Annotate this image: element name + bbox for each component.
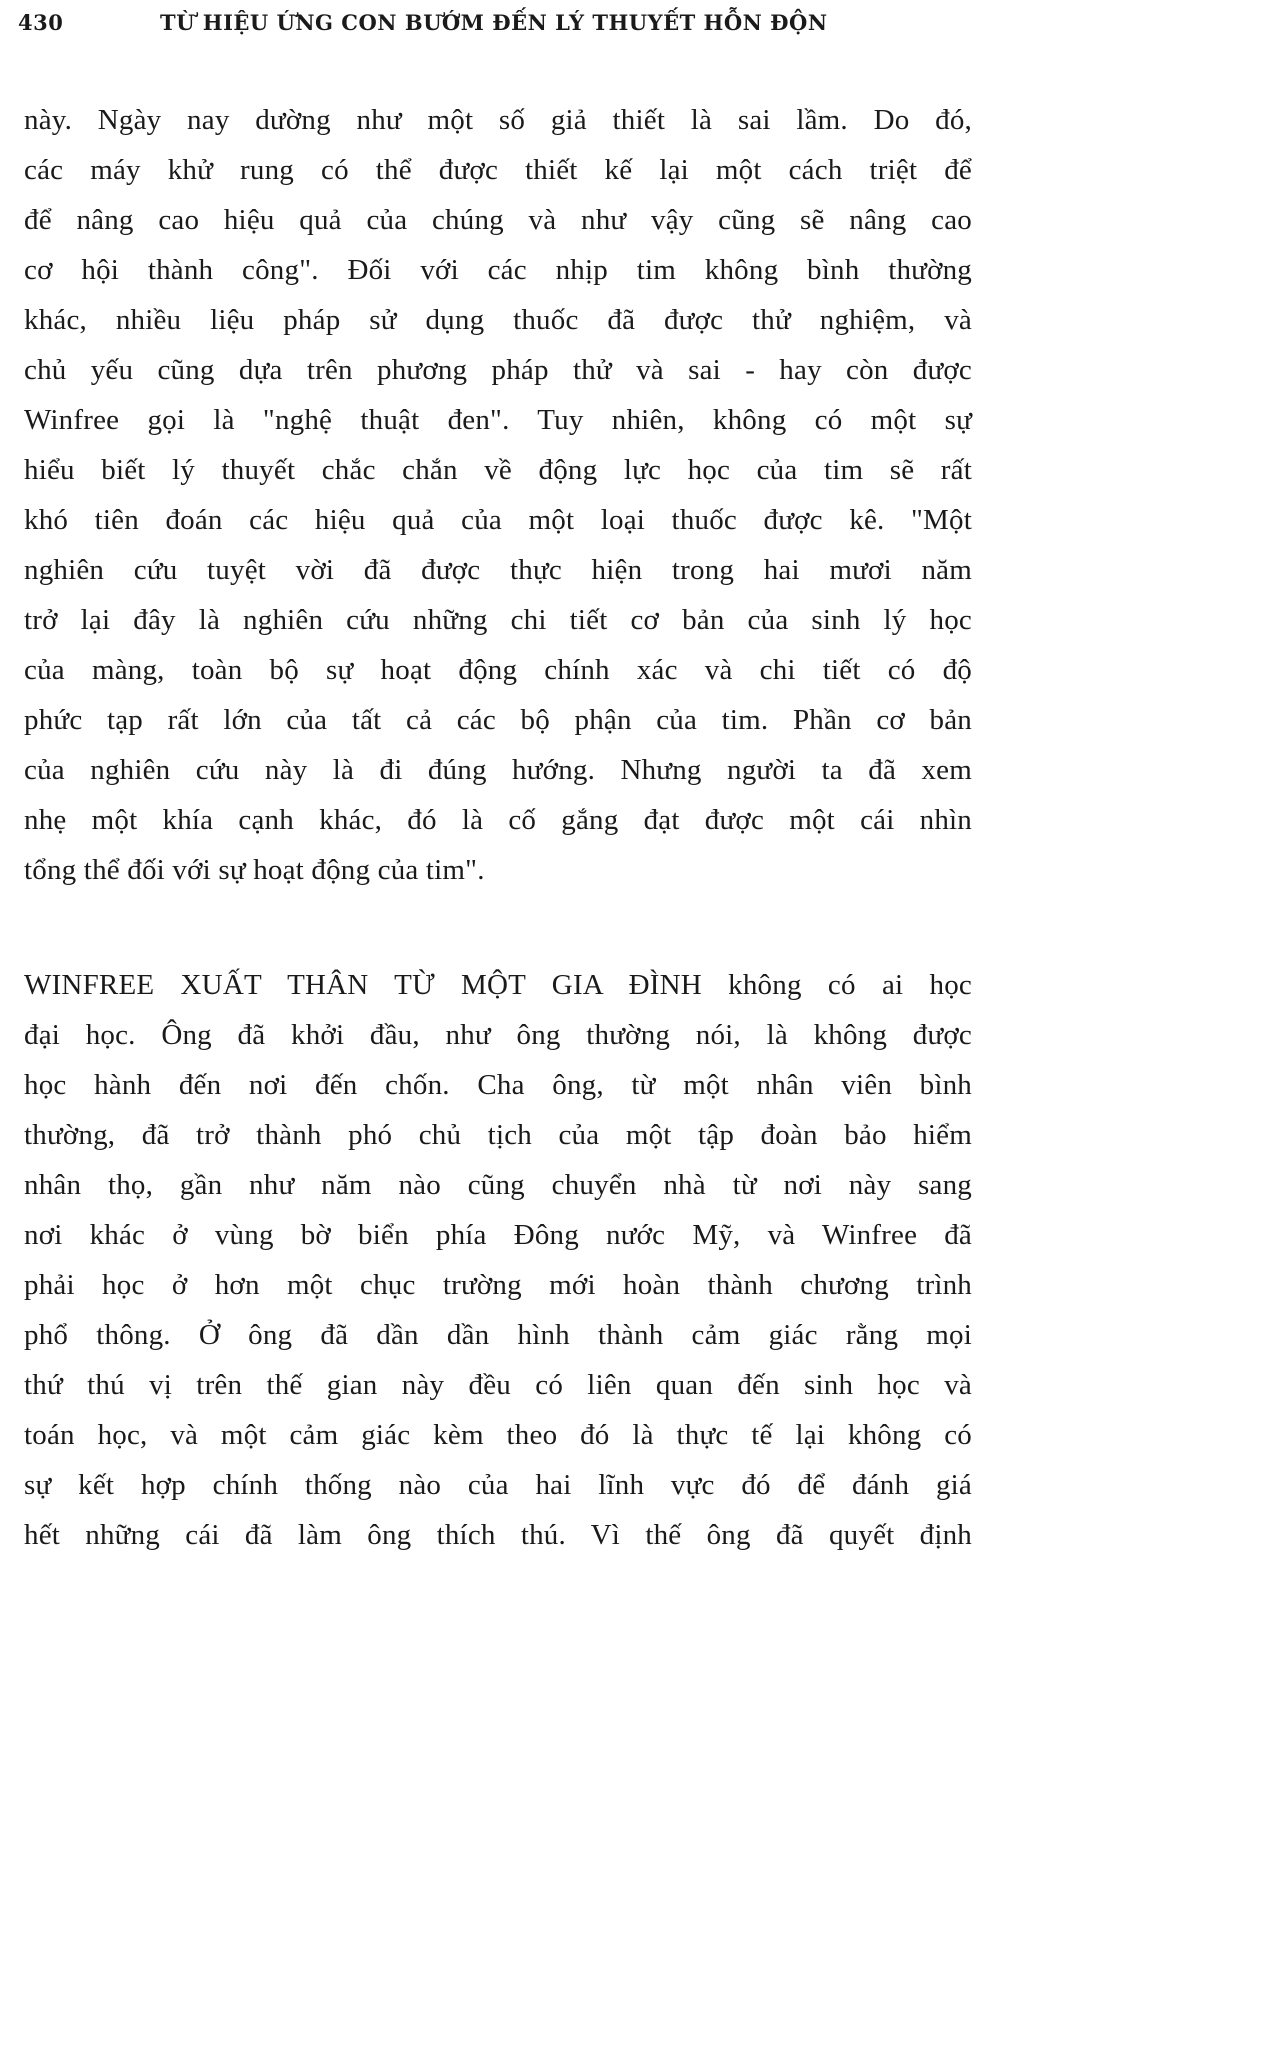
text-line: của nghiên cứu này là đi đúng hướng. Nhưng người ta đã xem — [24, 754, 972, 786]
text-line: khó tiên đoán các hiệu quả của một loại thuốc được kê. "Một — [24, 504, 972, 536]
text-line: phải học ở hơn một chục trường mới hoàn thành chương trình — [24, 1269, 972, 1301]
text-line: đại học. Ông đã khởi đầu, như ông thường nói, là không được — [24, 1019, 972, 1051]
text-line: trở lại đây là nghiên cứu những chi tiết cơ bản của sinh lý học — [24, 604, 972, 636]
text-line: này. Ngày nay dường như một số giả thiết là sai lầm. Do đó, — [24, 104, 972, 136]
text-line: nghiên cứu tuyệt vời đã được thực hiện trong hai mươi năm — [24, 554, 972, 586]
paragraph-1 — [24, 95, 972, 895]
running-title: TỪ HIỆU ỨNG CON BƯỚM ĐẾN LÝ THUYẾT HỖN ĐỘN — [160, 10, 828, 35]
text-line: Winfree gọi là "nghệ thuật đen". Tuy nhiên, không có một sự — [24, 404, 972, 436]
text-line: để nâng cao hiệu quả của chúng và như vậy cũng sẽ nâng cao — [24, 204, 972, 236]
text-line: phức tạp rất lớn của tất cả các bộ phận của tim. Phần cơ bản — [24, 704, 972, 736]
text-line: sự kết hợp chính thống nào của hai lĩnh vực đó để đánh giá — [24, 1469, 972, 1501]
text-line: toán học, và một cảm giác kèm theo đó là thực tế lại không có — [24, 1419, 972, 1451]
text-line: tổng thể đối với sự hoạt động của tim". — [24, 854, 485, 886]
text-line: WINFREE XUẤT THÂN TỪ MỘT GIA ĐÌNH không có ai học — [24, 969, 972, 1001]
text-line: các máy khử rung có thể được thiết kế lại một cách triệt để — [24, 154, 972, 186]
text-line: nơi khác ở vùng bờ biển phía Đông nước Mỹ, và Winfree đã — [24, 1219, 972, 1251]
running-header — [18, 10, 968, 40]
text-line: hết những cái đã làm ông thích thú. Vì thế ông đã quyết định — [24, 1519, 972, 1551]
paragraph-2 — [24, 960, 972, 1560]
text-line: của màng, toàn bộ sự hoạt động chính xác và chi tiết có độ — [24, 654, 972, 686]
text-line: cơ hội thành công". Đối với các nhịp tim không bình thường — [24, 254, 972, 286]
text-line: thường, đã trở thành phó chủ tịch của một tập đoàn bảo hiểm — [24, 1119, 972, 1151]
text-line: học hành đến nơi đến chốn. Cha ông, từ một nhân viên bình — [24, 1069, 972, 1101]
text-line: chủ yếu cũng dựa trên phương pháp thử và sai - hay còn được — [24, 354, 972, 386]
text-line: nhân thọ, gần như năm nào cũng chuyển nhà từ nơi này sang — [24, 1169, 972, 1201]
text-line: nhẹ một khía cạnh khác, đó là cố gắng đạt được một cái nhìn — [24, 804, 972, 836]
text-line: khác, nhiều liệu pháp sử dụng thuốc đã được thử nghiệm, và — [24, 304, 972, 336]
page-number: 430 — [18, 10, 64, 35]
text-line: phổ thông. Ở ông đã dần dần hình thành cảm giác rằng mọi — [24, 1319, 972, 1351]
text-line: hiểu biết lý thuyết chắc chắn về động lực học của tim sẽ rất — [24, 454, 972, 486]
text-line: thứ thú vị trên thế gian này đều có liên quan đến sinh học và — [24, 1369, 972, 1401]
